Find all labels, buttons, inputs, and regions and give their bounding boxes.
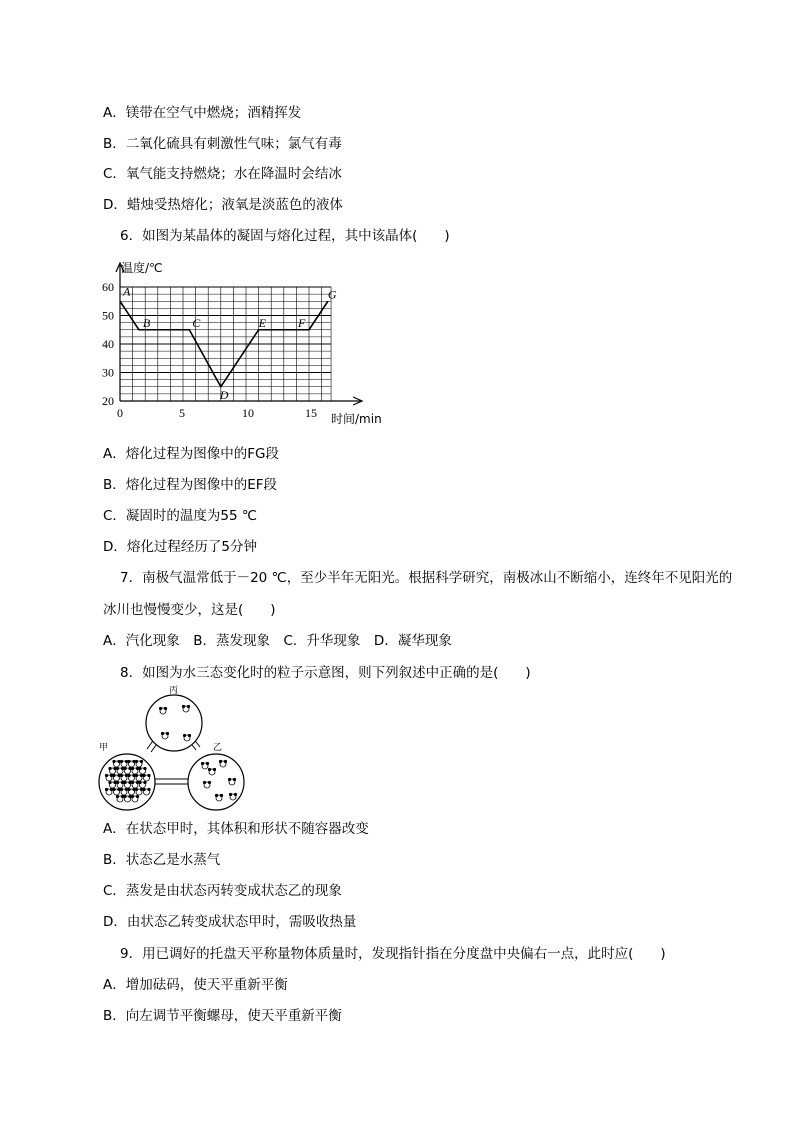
hydrogen-dot	[127, 760, 130, 763]
x-tick-label: 5	[179, 406, 185, 420]
hydrogen-dot	[112, 788, 115, 791]
hydrogen-dot	[228, 778, 231, 781]
y-tick-label: 40	[102, 337, 114, 351]
label-jia: 甲	[99, 743, 109, 753]
q8-option-a: A．在状态甲时，其体积和形状不随容器改变	[103, 821, 369, 837]
point-label-a: A	[123, 284, 131, 299]
point-label-f: F	[298, 315, 306, 330]
chart-point-labels	[122, 284, 337, 402]
y-tick-label: 50	[102, 308, 114, 323]
hydrogen-dot	[120, 788, 123, 791]
hydrogen-dot	[143, 781, 146, 784]
chart-grid	[120, 287, 331, 401]
hydrogen-dot	[159, 707, 162, 710]
hydrogen-dot	[182, 705, 185, 708]
q8-option-b: B．状态乙是水蒸气	[103, 852, 221, 868]
hydrogen-dot	[203, 781, 206, 784]
hydrogen-dot	[142, 788, 145, 791]
hydrogen-dot	[127, 788, 130, 791]
hydrogen-dot	[138, 767, 141, 770]
state-yi-circle	[188, 754, 244, 810]
hydrogen-dot	[135, 774, 138, 777]
hydrogen-dot	[131, 781, 134, 784]
q5-option-b: B．二氧化硫具有刺激性气味；氯气有毒	[103, 136, 342, 152]
q8-stem: 8．如图为水三态变化时的粒子示意图，则下列叙述中正确的是( )	[120, 665, 531, 681]
hydrogen-dot	[166, 732, 169, 735]
x-tick-label: 0	[117, 406, 123, 420]
point-label-c: C	[192, 315, 201, 330]
hydrogen-dot	[116, 795, 119, 798]
hydrogen-dot	[164, 707, 167, 710]
y-tick-label: 30	[102, 365, 114, 380]
hydrogen-dot	[120, 774, 123, 777]
y-axis-label: 温度/℃	[121, 261, 163, 275]
hydrogen-dot	[112, 760, 115, 763]
hydrogen-dot	[138, 781, 141, 784]
state-bing-circle	[146, 695, 202, 751]
hydrogen-dot	[215, 794, 218, 797]
hydrogen-dot	[116, 767, 119, 770]
hydrogen-dot	[188, 734, 191, 737]
hydrogen-dot	[135, 788, 138, 791]
hydrogen-dot	[112, 774, 115, 777]
y-tick-label: 20	[102, 394, 114, 408]
hydrogen-dot	[161, 732, 164, 735]
hydrogen-dot	[123, 795, 126, 798]
hydrogen-dot	[220, 794, 223, 797]
hydrogen-dot	[105, 774, 108, 777]
hydrogen-dot	[116, 781, 119, 784]
hydrogen-dot	[229, 793, 232, 796]
point-label-b: B	[142, 315, 151, 330]
chart-axes	[116, 263, 362, 405]
hydrogen-dot	[208, 781, 211, 784]
q6-stem: 6．如图为某晶体的凝固与熔化过程，其中该晶体( )	[120, 228, 450, 244]
q5-option-d: D．蜡烛受热熔化；液氧是淡蓝色的液体	[103, 197, 343, 213]
hydrogen-dot	[108, 781, 111, 784]
hydrogen-dot	[206, 762, 209, 765]
hydrogen-dot	[127, 774, 130, 777]
q6-option-b: B．熔化过程为图像中的EF段	[103, 477, 278, 493]
hydrogen-dot	[142, 774, 145, 777]
x-tick-label: 15	[305, 406, 317, 420]
hydrogen-dot	[108, 767, 111, 770]
y-tick-label: 60	[102, 280, 114, 294]
label-bing: 丙	[169, 686, 179, 696]
hydrogen-dot	[135, 760, 138, 763]
q5-option-a: A．镁带在空气中燃烧；酒精挥发	[103, 105, 302, 121]
hydrogen-dot	[224, 760, 227, 763]
hydrogen-dot	[234, 793, 237, 796]
label-yi: 乙	[213, 743, 223, 753]
q8-option-d: D．由状态乙转变成状态甲时，需吸收热量	[103, 914, 357, 930]
temperature-time-chart	[90, 252, 400, 432]
hydrogen-dot	[233, 778, 236, 781]
x-axis-label: 时间/min	[331, 412, 382, 426]
hydrogen-dot	[120, 760, 123, 763]
q6-option-d: D．熔化过程经历了5分钟	[103, 539, 257, 555]
hydrogen-dot	[201, 762, 204, 765]
hydrogen-dot	[183, 734, 186, 737]
x-tick-label: 10	[242, 406, 254, 420]
point-label-d: D	[219, 387, 229, 402]
point-label-e: E	[258, 315, 266, 330]
hydrogen-dot	[143, 767, 146, 770]
hydrogen-dot	[219, 760, 222, 763]
hydrogen-dot	[131, 795, 134, 798]
hydrogen-dot	[105, 788, 108, 791]
hydrogen-dot	[147, 774, 150, 777]
water-three-states-diagram	[95, 684, 255, 814]
q7-options: A．汽化现象 B．蒸发现象 C．升华现象 D．凝华现象	[103, 633, 452, 649]
q6-option-a: A．熔化过程为图像中的FG段	[103, 446, 279, 462]
hydrogen-dot	[136, 795, 139, 798]
point-label-g: G	[327, 287, 337, 302]
hydrogen-dot	[213, 768, 216, 771]
q5-option-c: C．氧气能支持燃烧；水在降温时会结冰	[103, 166, 342, 182]
hydrogen-dot	[187, 705, 190, 708]
hydrogen-dot	[140, 760, 143, 763]
hydrogen-dot	[208, 768, 211, 771]
hydrogen-dot	[131, 767, 134, 770]
q9-option-a: A．增加砝码，使天平重新平衡	[103, 977, 288, 993]
q9-option-b: B．向左调节平衡螺母，使天平重新平衡	[103, 1008, 342, 1024]
q8-option-c: C．蒸发是由状态丙转变成状态乙的现象	[103, 883, 342, 899]
hydrogen-dot	[147, 788, 150, 791]
q6-option-c: C．凝固时的温度为55 ℃	[103, 508, 258, 524]
hydrogen-dot	[123, 767, 126, 770]
hydrogen-dot	[123, 781, 126, 784]
q9-stem: 9．用已调好的托盘天平称量物体质量时，发现指针指在分度盘中央偏右一点，此时应( )	[120, 946, 666, 962]
q7-stem-line1: 7．南极气温常低于－20 ℃，至少半年无阳光。根据科学研究，南极冰山不断缩小，连终年不见阳光的	[120, 570, 733, 586]
q7-stem-line2: 冰川也慢慢变少，这是( )	[103, 602, 276, 618]
